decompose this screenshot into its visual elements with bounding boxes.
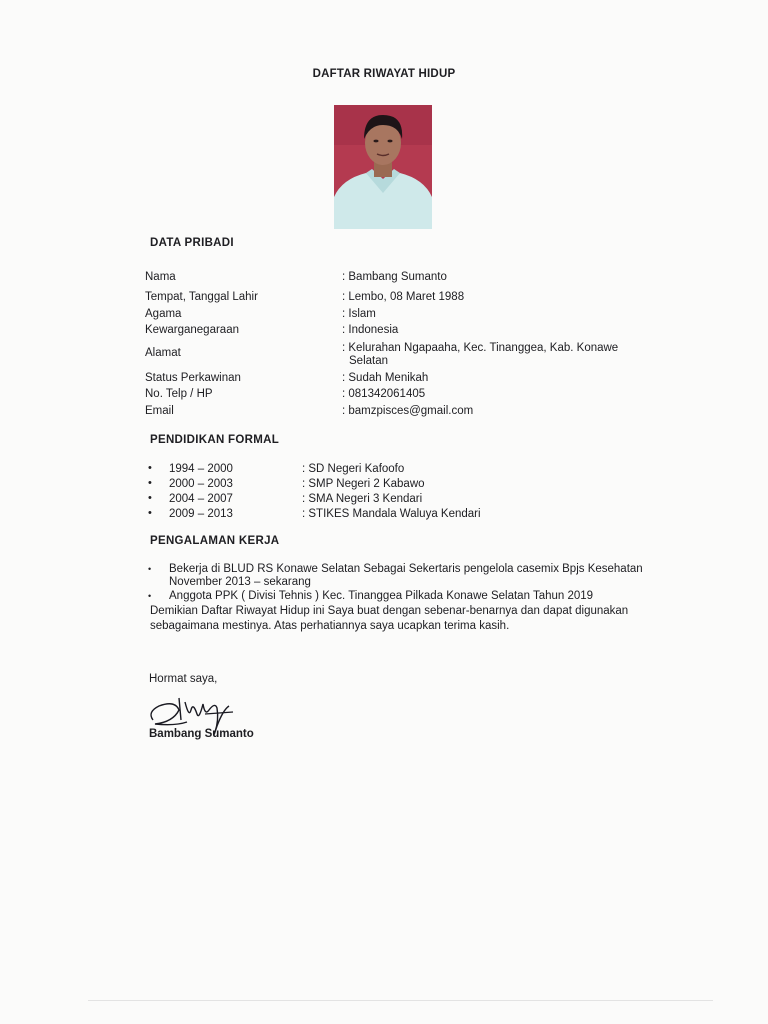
- row-value: : Lembo, 08 Maret 1988: [342, 291, 465, 303]
- row-label: Kewarganegaraan: [145, 324, 239, 336]
- education-school: : SD Negeri Kafoofo: [302, 463, 405, 475]
- closing-statement: Demikian Daftar Riwayat Hidup ini Saya buat dengan sebenar-benarnya dan dapat digunakan sebagaimana mestinya. Atas perhatiannya saya ucapkan terima kasih.: [150, 605, 629, 632]
- bullet: •: [148, 564, 152, 574]
- education-school: : STIKES Mandala Waluya Kendari: [302, 508, 481, 520]
- row-label: Email: [145, 405, 174, 417]
- row-value: : Sudah Menikah: [342, 372, 429, 384]
- document-title: DAFTAR RIWAYAT HIDUP: [312, 68, 456, 80]
- portrait-image: [334, 105, 432, 229]
- row-value: [342, 342, 662, 368]
- row-label: Agama: [145, 308, 182, 320]
- education-years: 2009 – 2013: [169, 508, 233, 520]
- bullet: •: [148, 462, 152, 474]
- bullet: •: [148, 507, 152, 519]
- education-years: 2004 – 2007: [169, 493, 233, 505]
- row-value: : Bambang Sumanto: [342, 271, 447, 283]
- bullet: •: [148, 477, 152, 489]
- education-years: 2000 – 2003: [169, 478, 233, 490]
- profile-photo: [334, 105, 432, 229]
- row-value: : Islam: [342, 308, 376, 320]
- work-text: Bekerja di BLUD RS Konawe Selatan Sebagai Sekertaris pengelola casemix Bpjs Kesehatan November 2013 – sekarang: [169, 563, 643, 588]
- work-text: Anggota PPK ( Divisi Tehnis ) Kec. Tinanggea Pilkada Konawe Selatan Tahun 2019: [169, 590, 594, 602]
- signoff-name: Bambang Sumanto: [149, 728, 254, 740]
- signoff-greeting: Hormat saya,: [149, 673, 218, 685]
- row-label: Tempat, Tanggal Lahir: [145, 291, 258, 303]
- education-school: : SMP Negeri 2 Kabawo: [302, 478, 425, 490]
- section-heading-pengalaman: PENGALAMAN KERJA: [150, 535, 280, 547]
- row-value: : bamzpisces@gmail.com: [342, 405, 474, 417]
- row-value: : 081342061405: [342, 388, 426, 400]
- page-bottom-edge: [88, 1000, 713, 1001]
- education-school: : SMA Negeri 3 Kendari: [302, 493, 423, 505]
- section-heading-data-pribadi: DATA PRIBADI: [150, 237, 234, 249]
- education-years: 1994 – 2000: [169, 463, 233, 475]
- row-label: No. Telp / HP: [145, 388, 213, 400]
- row-label: Nama: [145, 271, 176, 283]
- address-line-2: Selatan: [349, 355, 389, 367]
- row-label: Status Perkawinan: [145, 372, 241, 384]
- row-label: Alamat: [145, 347, 181, 359]
- bullet: •: [148, 591, 152, 601]
- address-line-1: : Kelurahan Ngapaaha, Kec. Tinanggea, Kab. Konawe: [342, 342, 619, 354]
- row-value: : Indonesia: [342, 324, 399, 336]
- bullet: •: [148, 492, 152, 504]
- section-heading-pendidikan: PENDIDIKAN FORMAL: [150, 434, 280, 446]
